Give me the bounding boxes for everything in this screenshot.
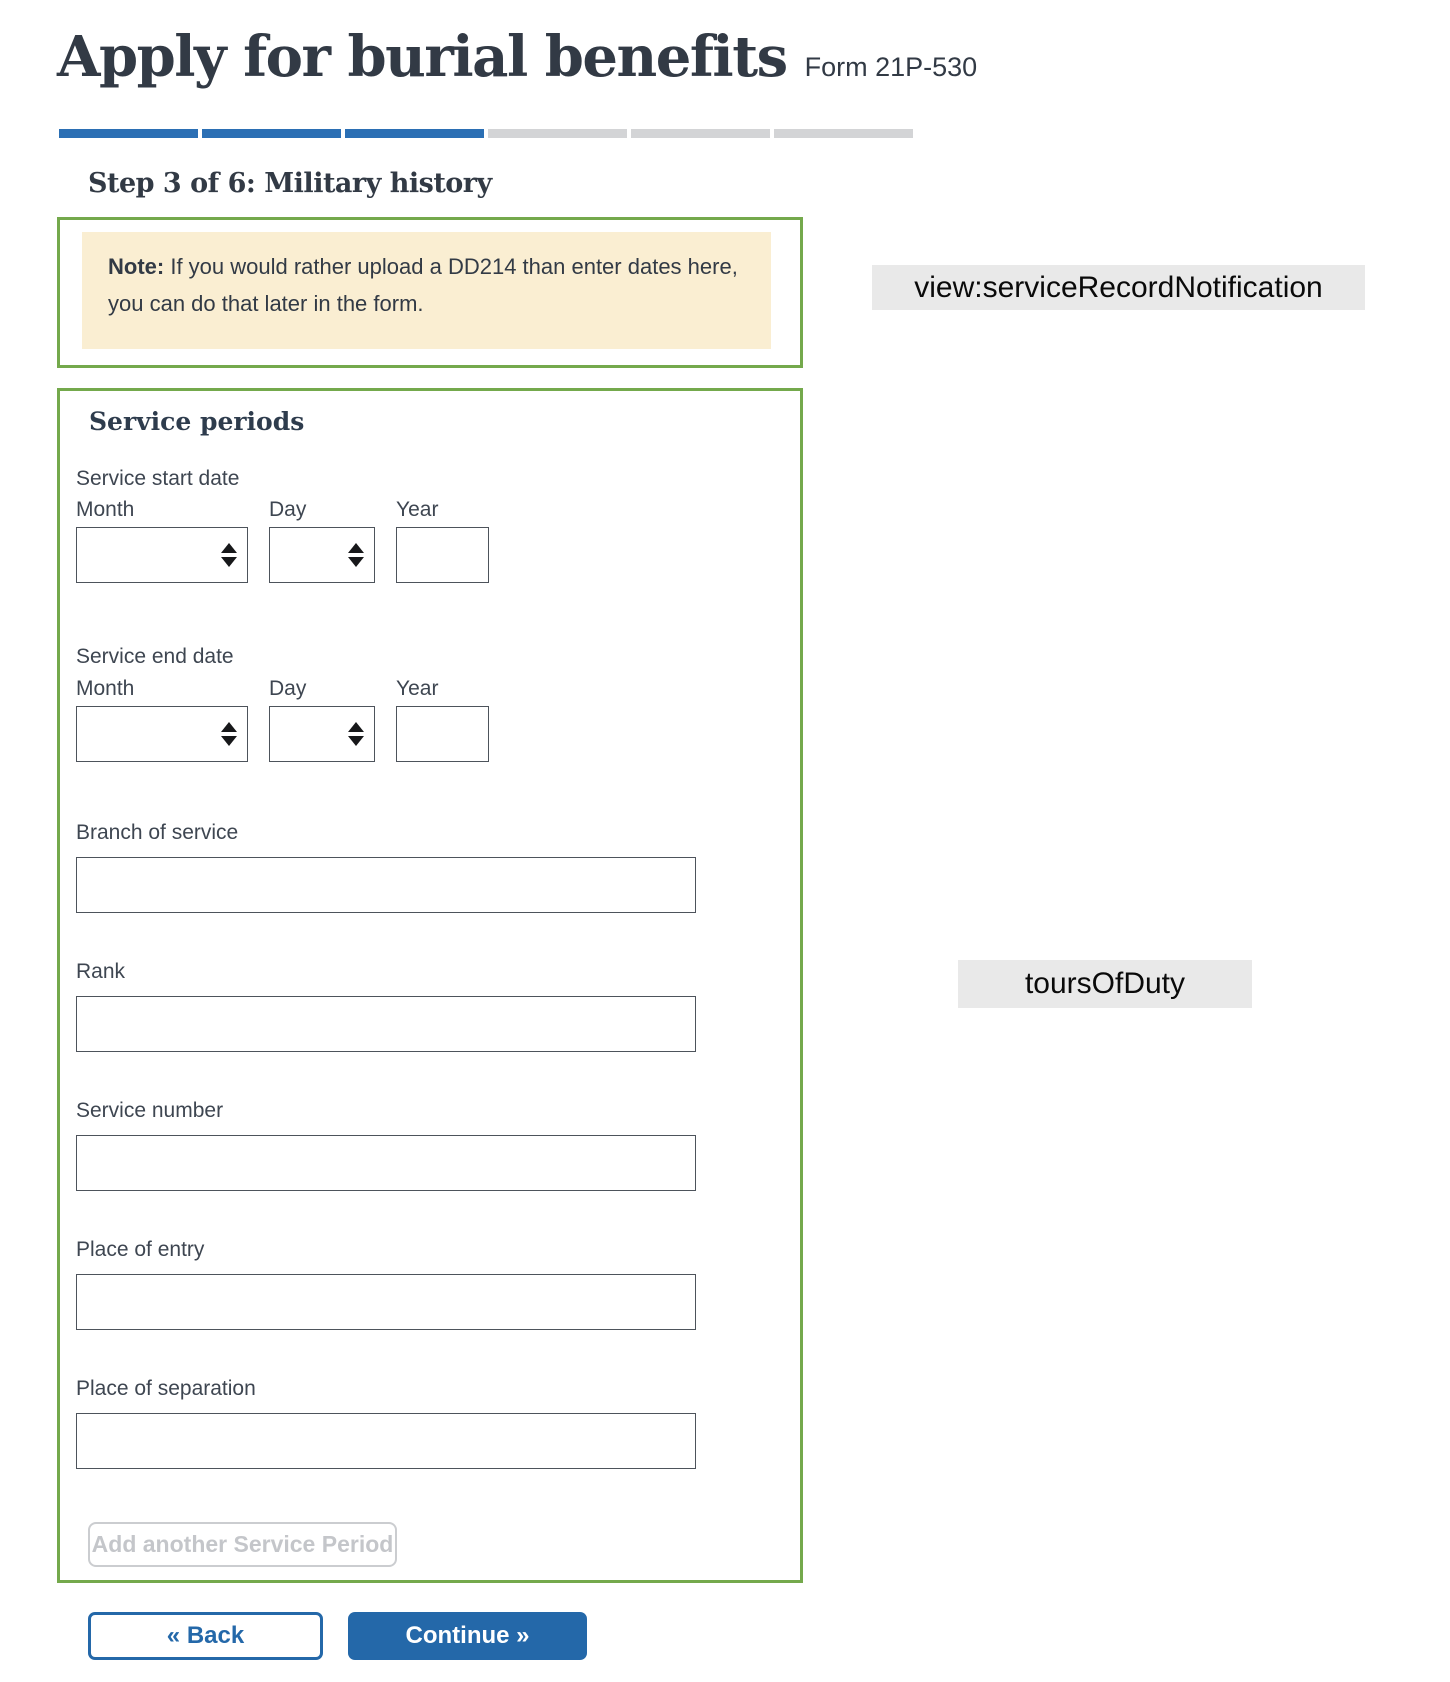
debug-label-service-record-notification: view:serviceRecordNotification — [872, 265, 1365, 310]
place-of-separation-input[interactable] — [76, 1413, 696, 1469]
continue-button[interactable]: Continue » — [348, 1612, 587, 1660]
branch-of-service-input[interactable] — [76, 857, 696, 913]
progress-segment-6 — [774, 129, 913, 138]
end-year-input[interactable] — [396, 706, 489, 762]
end-day-select[interactable] — [269, 706, 375, 762]
end-year-label: Year — [396, 677, 439, 700]
rank-input[interactable] — [76, 996, 696, 1052]
note-text: If you would rather upload a DD214 than enter dates here, you can do that later in the form. — [108, 254, 738, 316]
progress-segment-2 — [202, 129, 341, 138]
end-month-label: Month — [76, 677, 135, 700]
progress-bar — [59, 129, 913, 138]
service-start-date-label: Service start date — [76, 467, 240, 490]
note-alert — [82, 232, 771, 349]
start-day-select-wrap — [269, 527, 375, 583]
service-periods-section — [57, 388, 803, 1583]
end-month-select[interactable] — [76, 706, 248, 762]
back-button[interactable]: « Back — [88, 1612, 323, 1660]
start-month-label: Month — [76, 498, 135, 521]
place-of-separation-label: Place of separation — [76, 1377, 256, 1400]
header — [57, 24, 977, 90]
service-end-date-label: Service end date — [76, 645, 234, 668]
step-heading: Step 3 of 6: Military history — [88, 168, 492, 199]
rank-label: Rank — [76, 960, 126, 983]
note-prefix: Note: — [108, 254, 165, 279]
start-month-select[interactable] — [76, 527, 248, 583]
start-day-label: Day — [269, 498, 307, 521]
place-of-entry-input[interactable] — [76, 1274, 696, 1330]
progress-segment-1 — [59, 129, 198, 138]
form-number: Form 21P-530 — [804, 52, 978, 82]
page-title: Apply for burial benefits — [57, 24, 787, 90]
end-day-label: Day — [269, 677, 307, 700]
end-day-select-wrap — [269, 706, 375, 762]
service-periods-legend: Service periods — [89, 407, 305, 436]
progress-segment-3 — [345, 129, 484, 138]
service-number-input[interactable] — [76, 1135, 696, 1191]
debug-label-tours-of-duty: toursOfDuty — [958, 960, 1252, 1008]
start-year-label: Year — [396, 498, 439, 521]
start-day-select[interactable] — [269, 527, 375, 583]
start-year-input[interactable] — [396, 527, 489, 583]
progress-segment-5 — [631, 129, 770, 138]
place-of-entry-label: Place of entry — [76, 1238, 205, 1261]
progress-segment-4 — [488, 129, 627, 138]
branch-of-service-label: Branch of service — [76, 821, 239, 844]
end-month-select-wrap — [76, 706, 248, 762]
service-record-notification-outline — [57, 217, 803, 368]
add-service-period-button[interactable]: Add another Service Period — [88, 1522, 397, 1567]
start-month-select-wrap — [76, 527, 248, 583]
service-number-label: Service number — [76, 1099, 224, 1122]
